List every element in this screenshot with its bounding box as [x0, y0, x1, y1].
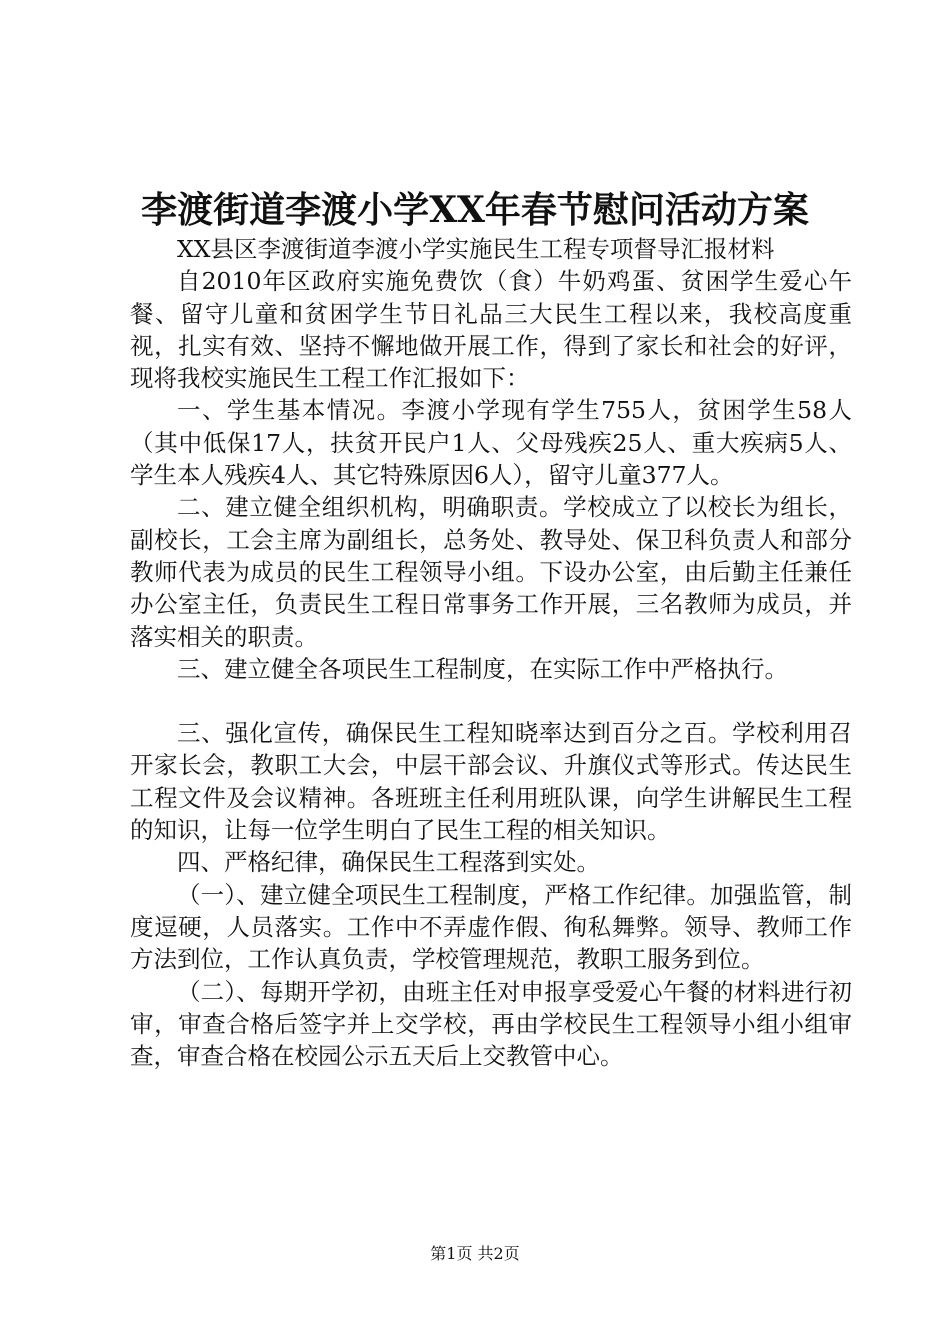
paragraph-organization: 二、建立健全组织机构，明确职责。学校成立了以校长为组长，副校长，工会主席为副组长，总务处、教导处、保卫科负责人和部分教师代表为成员的民生工程领导小组。下设办公室，由后勤主任兼任办公室主任，负责民生工程日常事务工作开展，三名教师为成员，并落实相关的职责。 [130, 493, 852, 651]
document-subtitle: XX县区李渡街道李渡小学实施民生工程专项督导汇报材料 [177, 235, 775, 263]
paragraph-discipline-2: （二）、每期开学初，由班主任对申报享受爱心午餐的材料进行初审，审查合格后签字并上交学校，再由学校民生工程领导小组小组审查，审查合格在校园公示五天后上交教管中心。 [130, 977, 852, 1071]
document-body [130, 233, 852, 1072]
page-number: 第1页 共2页 [430, 1244, 520, 1263]
paragraph-discipline: 四、严格纪律，确保民生工程落到实处。 [177, 848, 600, 877]
document-title: 李渡街道李渡小学XX年春节慰问活动方案 [141, 189, 809, 231]
paragraph-intro: 自2010年区政府实施免费饮（食）牛奶鸡蛋、贫困学生爱心午餐、留守儿童和贫困学生节日礼品三大民生工程以来，我校高度重视，扎实有效、坚持不懈地做开展工作，得到了家长和社会的好评，现将我校实施民生工程工作汇报如下： [130, 267, 852, 393]
paragraph-discipline-1: （一）、建立健全项民生工程制度，严格工作纪律。加强监管，制度逗硬，人员落实。工作中不弄虚作假、徇私舞弊。领导、教师工作方法到位，工作认真负责，学校管理规范，教职工服务到位。 [130, 880, 852, 974]
paragraph-student-situation: 一、学生基本情况。李渡小学现有学生755人，贫困学生58人（其中低保17人，扶贫开民户1人、父母残疾25人、重大疾病5人、学生本人残疾4人、其它特殊原因6人），留守儿童377人。 [130, 396, 852, 490]
paragraph-system: 三、建立健全各项民生工程制度，在实际工作中严格执行。 [177, 654, 788, 683]
paragraph-publicity: 三、强化宣传，确保民生工程知晓率达到百分之百。学校利用召开家长会，教职工大会，中层干部会议、升旗仪式等形式。传达民生工程文件及会议精神。各班班主任利用班队课，向学生讲解民生工程的知识，让每一位学生明白了民生工程的相关知识。 [130, 719, 852, 845]
